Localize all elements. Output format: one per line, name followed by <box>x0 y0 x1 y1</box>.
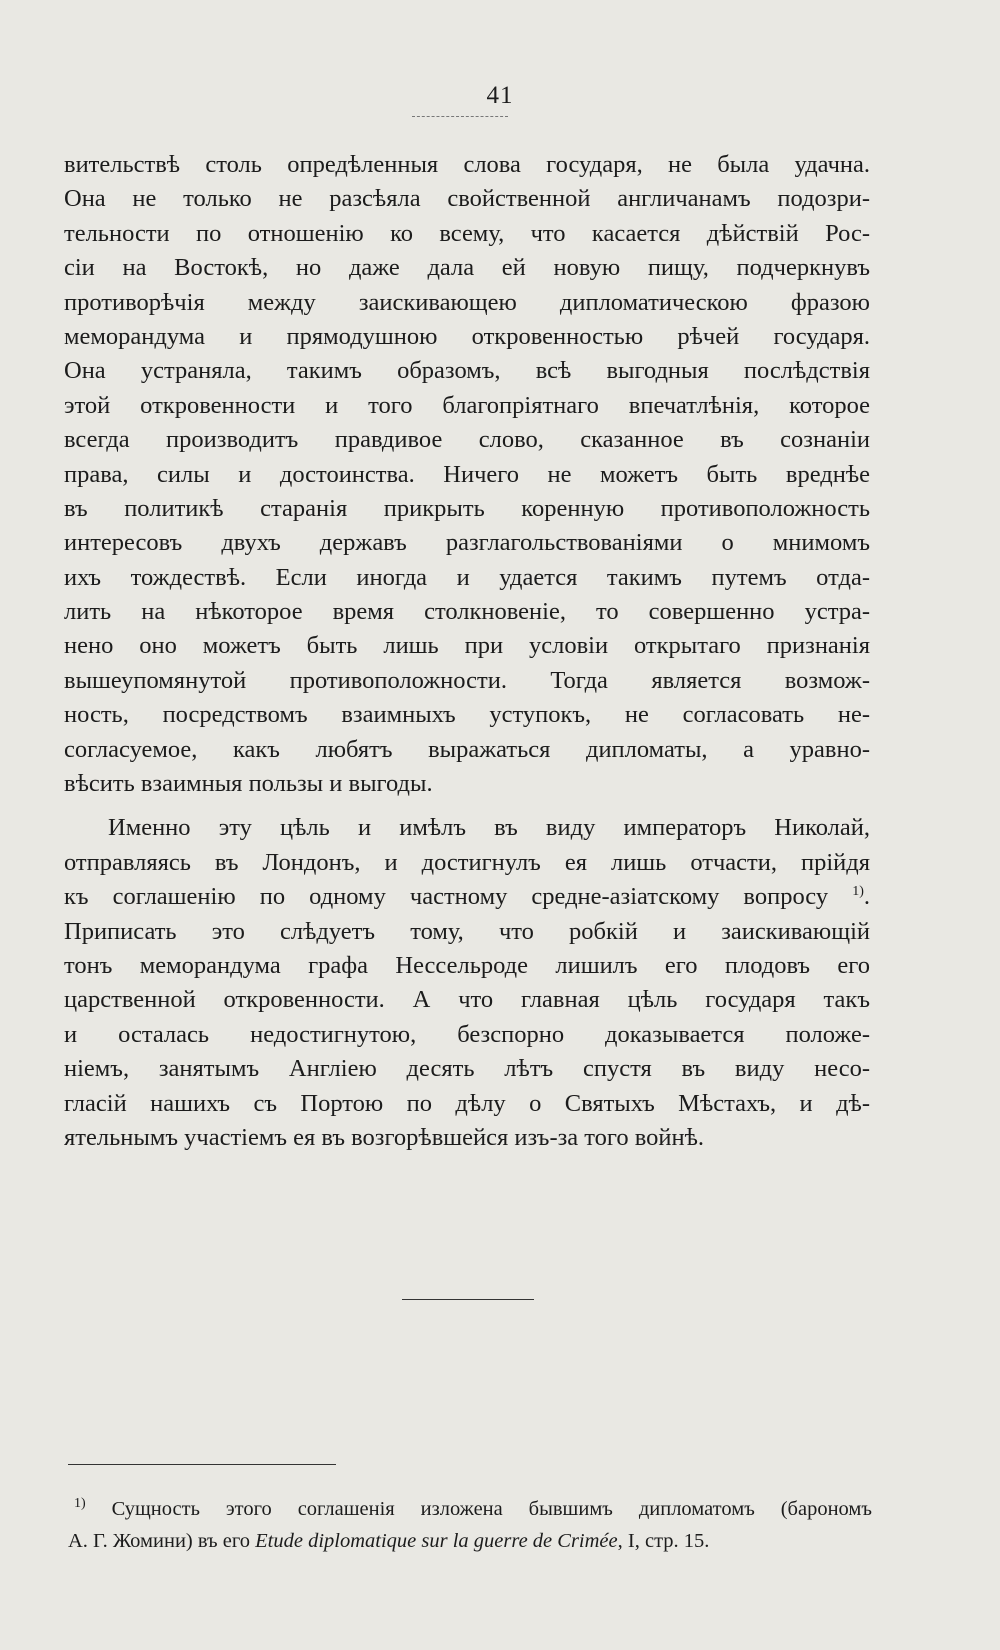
text-line: всегда производитъ правдивое слово, сказанное въ сознаніи <box>64 426 870 454</box>
footnote-text: Сущность этого соглашенія изложена бывшимъ дипломатомъ (барономъ <box>111 1498 872 1520</box>
footnote-text: А. Г. Жомини) въ его <box>68 1530 251 1552</box>
footnote-book-title: Etude diplomatique sur la guerre de Crimée <box>255 1530 618 1552</box>
text-line: этой откровенности и того благопріятнаго впечатлѣнія, которое <box>64 391 870 419</box>
text-line: Она устраняла, такимъ образомъ, всѣ выгодныя послѣдствія <box>64 357 870 385</box>
text-line: и осталась недостигнутою, безспорно доказывается положе- <box>64 1020 870 1048</box>
footnote-divider <box>68 1464 336 1465</box>
text-line: ніемъ, занятымъ Англіею десять лѣтъ спустя въ виду несо- <box>64 1055 870 1083</box>
footnote-marker: 1) <box>74 1496 86 1512</box>
footnote-line <box>68 1493 872 1525</box>
text-line: Она не только не разсѣяла свойственной англичанамъ подозри- <box>64 185 870 213</box>
text-line: вительствѣ столь опредѣленныя слова государя, не была удачна. <box>64 151 870 178</box>
text-line-content: къ соглашенію по одному частному средне-азіатскому вопросу <box>64 883 829 911</box>
text-line: гласій нашихъ съ Портою по дѣлу о Святыхъ Мѣстахъ, и дѣ- <box>64 1089 870 1117</box>
section-divider <box>402 1299 534 1300</box>
text-line: царственной откровенности. А что главная цѣль государя такъ <box>64 986 870 1014</box>
text-line: лить на нѣкоторое время столкновеніе, то совершенно устра- <box>64 598 870 626</box>
text-line: интересовъ двухъ державъ разглагольствованіями о мнимомъ <box>64 529 870 557</box>
text-line: Именно эту цѣль и имѣлъ въ виду императоръ Николай, <box>108 814 870 842</box>
text-line: отправляясь въ Лондонъ, и достигнулъ ея лишь отчасти, прійдя <box>64 848 870 876</box>
page-number: 41 <box>486 82 514 109</box>
footnote-line <box>68 1525 872 1557</box>
text-line: нено оно можетъ быть лишь при условіи открытаго признанія <box>64 632 870 660</box>
text-line: ихъ тождествѣ. Если иногда и удается такимъ путемъ отда- <box>64 563 870 591</box>
text-line: вышеупомянутой противоположности. Тогда является возмож- <box>64 666 870 694</box>
text-line: тонъ меморандума графа Нессельроде лишилъ его плодовъ его <box>64 951 870 979</box>
page-number-rule <box>412 116 508 117</box>
body-text <box>64 148 870 1165</box>
text-line: сіи на Востокѣ, но даже дала ей новую пищу, подчеркнувъ <box>64 254 870 282</box>
text-line: ятельнымъ участіемъ ея въ возгорѣвшейся изъ-за того войнѣ. <box>64 1123 705 1151</box>
text-line: къ соглашенію по одному частному средне-азіатскому вопросу $^{1)}$. <box>64 883 870 911</box>
footnote <box>68 1493 872 1557</box>
text-line: тельности по отношенію ко всему, что касается дѣйствій Рос- <box>64 219 870 247</box>
text-line: Приписать это слѣдуетъ тому, что робкій и заискивающій <box>64 917 870 945</box>
text-line: ность, посредствомъ взаимныхъ уступокъ, не согласовать не- <box>64 701 870 729</box>
paragraph-1 <box>64 148 870 801</box>
text-line: противорѣчія между заискивающею дипломатическою фразою <box>64 288 870 316</box>
text-line: въ политикѣ старанія прикрыть коренную противоположность <box>64 494 870 522</box>
text-line: вѣсить взаимныя пользы и выгоды. <box>64 770 433 798</box>
footnote-text: , I, стр. 15. <box>617 1530 710 1552</box>
text-line: согласуемое, какъ любятъ выражаться дипломаты, а уравно- <box>64 735 870 763</box>
text-line: права, силы и достоинства. Ничего не можетъ быть вреднѣе <box>64 460 870 488</box>
paragraph-2 <box>64 811 870 1155</box>
footnote-reference: 1) <box>852 884 864 900</box>
text-line: меморандума и прямодушною откровенностью рѣчей государя. <box>64 322 870 350</box>
